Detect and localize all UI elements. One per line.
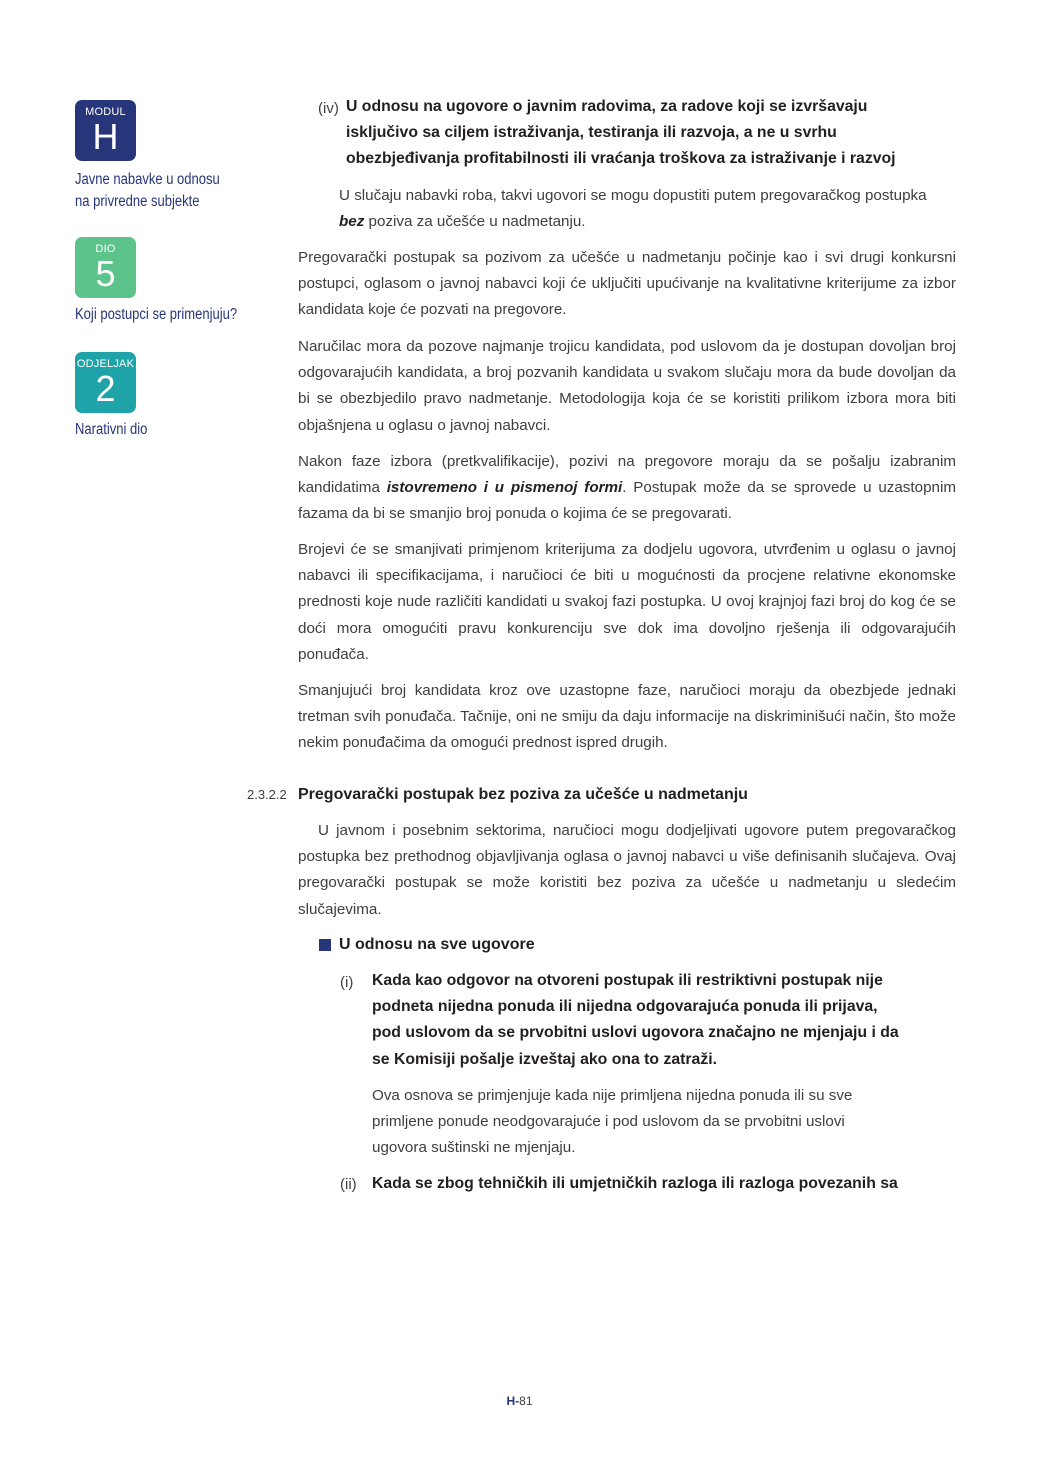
odjeljak-badge-caption: ODJELJAK (76, 358, 135, 370)
dio-badge-number: 5 (95, 253, 116, 294)
modul-label (75, 169, 220, 213)
item-i-heading-line3: pod uslovom da se prvobitni uslovi ugovora značajno ne mjenjaju i da (372, 1024, 899, 1042)
sidebar-dio (75, 237, 268, 326)
section-number: 2.3.2.2 (247, 787, 287, 802)
paragraph-3: Nakon faze izbora (pretkvalifikacije), pozivi na pregovore moraju da se pošalju izabranim kandidatima istovremeno i u pismenoj formi. Postupak može da se sprovede u uzastopnim fazama da bi se smanjio broj ponuda o kojima će se pregovarati. (298, 453, 956, 523)
sidebar-modul (75, 100, 247, 213)
odjeljak-badge-number: 2 (95, 368, 116, 409)
item-i-number: (i) (340, 974, 354, 991)
item-iv-body: U slučaju nabavki roba, takvi ugovori se mogu dopustiti putem pregovaračkog postupka bez poziva za učešće u nadmetanju. (339, 187, 927, 231)
section-title: Pregovarački postupak bez poziva za učešće u nadmetanju (298, 786, 748, 803)
dio-badge (75, 237, 136, 298)
modul-label-line2: na privredne subjekte (75, 193, 200, 210)
odjeljak-badge (75, 352, 136, 413)
paragraph-2: Naručilac mora da pozove najmanje trojicu kandidata, pod uslovom da je dostupan dovoljan broj odgovarajućih kandidata, a broj pozvanih kandidata u svakom slučaju mora da bude dovoljan da bi se obezbjedilo pravo nadmetanje. Metodologija koja će se koristiti prilikom izbora mora biti objašnjena u oglasu o javnoj nabavci. (298, 338, 956, 434)
item-iv-heading-line2: isključivo sa ciljem istraživanja, testiranja ili razvoja, a ne u svrhu (346, 124, 837, 142)
item-ii-number: (ii) (340, 1176, 357, 1193)
modul-label-line1: Javne nabavke u odnosu (75, 171, 220, 188)
item-i-heading-line1: Kada kao odgovor na otvoreni postupak ili restriktivni postupak nije (372, 972, 883, 989)
dio-label: Koji postupci se primenjuju? (75, 306, 238, 323)
item-ii-heading: Kada se zbog tehničkih ili umjetničkih razloga ili razloga povezanih sa (372, 1175, 898, 1192)
item-i-body: Ova osnova se primjenjuje kada nije primljena nijedna ponuda ili su sve primljene ponude neodgovarajuće i pod uslovom da se prvobitni uslovi ugovora suštinski ne mjenjaju. (372, 1087, 853, 1157)
page-number: H-81 (506, 1394, 533, 1408)
item-iv-number: (iv) (318, 100, 339, 117)
item-i-heading (372, 968, 952, 1073)
paragraph-1: Pregovarački postupak sa pozivom za učešće u nadmetanju počinje kao i svi drugi konkursni postupci, oglasom o javnoj nabavci koji će uključiti upućivanje na kvalitativne kriterijume za izbor kandidata koje će pozvati na pregovore. (298, 249, 956, 319)
item-i-heading-line4: se Komisiji pošalje izveštaj ako ona to zatraži. (372, 1050, 718, 1068)
paragraph-5: Smanjujući broj kandidata kroz ove uzastopne faze, naručioci moraju da obezbjede jednaki tretman svih ponuđača. Tačnije, oni ne smiju da daju informacije na diskriminišući način, što može nekim ponuđačima da omogući prednost ispred drugih. (298, 682, 956, 752)
modul-badge-letter: H (92, 116, 119, 157)
bullet-heading: U odnosu na sve ugovore (339, 936, 535, 953)
square-bullet-icon (319, 939, 331, 951)
modul-badge (75, 100, 136, 161)
item-iv-heading (346, 94, 966, 173)
modul-badge-caption: MODUL (85, 106, 126, 118)
sidebar-odjeljak (75, 352, 161, 441)
item-i-heading-line2: podneta nijedna ponuda ili nijedna odgovarajuća ponuda ili prijava, (372, 998, 878, 1016)
paragraph-4: Brojevi će se smanjivati primjenom kriterijuma za dodjelu ugovora, utvrđenim u oglasu o javnoj nabavci ili specifikacijama, i naručioci će biti u mogućnosti da procjene relativne ekonomske prednosti koje nude različiti kandidati u svakoj fazi postupka. U ovoj krajnjoj fazi broj do kog će se doći mora omogućiti pravu konkurenciju sve dok ima dovoljno rješenja ili odgovarajućih ponuđača. (298, 541, 956, 663)
paragraph-6: U javnom i posebnim sektorima, naručioci mogu dodjeljivati ugovore putem pregovaračkog postupka bez prethodnog objavljivanja oglasa o javnoj nabavci u više definisanih slučajeva. Ovaj pregovarački postupak se može koristiti bez poziva za učešće u nadmetanju u sledećim slučajevima. (298, 822, 956, 918)
item-iv-heading-line1: U odnosu na ugovore o javnim radovima, za radove koji se izvršavaju (346, 98, 868, 115)
odjeljak-label: Narativni dio (75, 421, 148, 438)
item-iv-heading-line3: obezbjeđivanja profitabilnosti ili vraćanja troškova za istraživanje i razvoj (346, 150, 896, 168)
dio-badge-caption: DIO (95, 243, 116, 255)
